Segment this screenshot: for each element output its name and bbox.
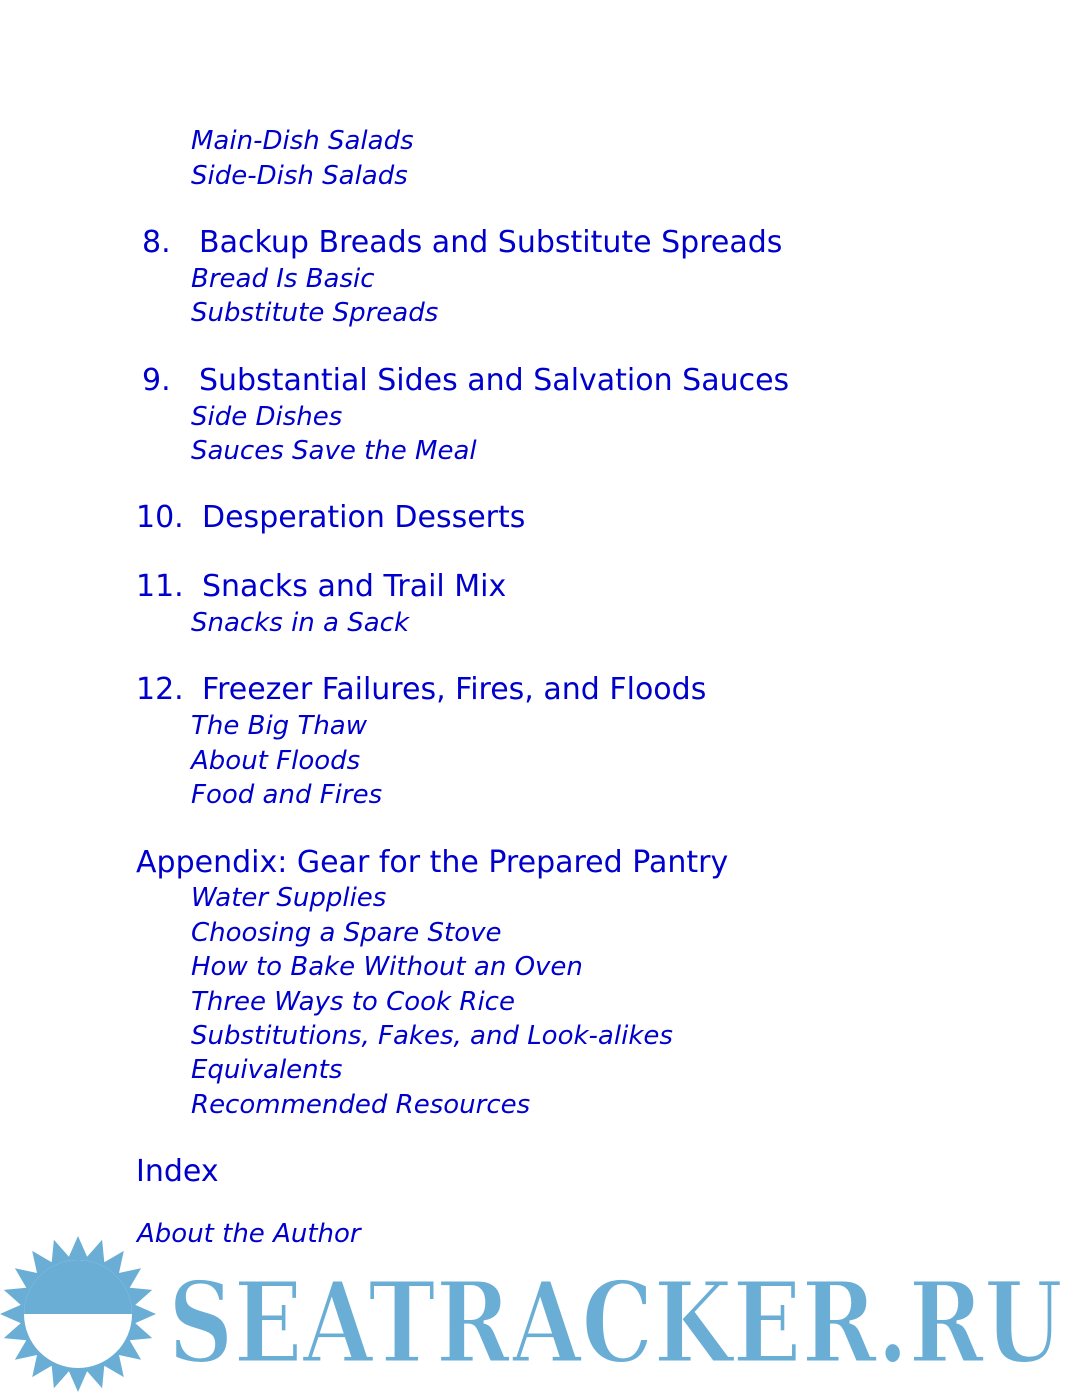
chapter-title: Backup Breads and Substitute Spreads bbox=[199, 225, 783, 260]
toc-subsection-water-supplies[interactable]: Water Supplies bbox=[191, 883, 387, 913]
toc-subsection-substitute-spreads[interactable]: Substitute Spreads bbox=[191, 298, 439, 328]
toc-subsection-snacks-in-a-sack[interactable]: Snacks in a Sack bbox=[191, 608, 410, 638]
watermark bbox=[0, 1232, 1080, 1397]
toc-subsection-bread-is-basic[interactable]: Bread Is Basic bbox=[191, 264, 375, 294]
chapter-number: 11. bbox=[136, 569, 184, 604]
chapter-number: 8. bbox=[142, 225, 171, 260]
sun-over-sea-icon bbox=[0, 1236, 156, 1392]
toc-subsection-cook-rice[interactable]: Three Ways to Cook Rice bbox=[191, 987, 515, 1017]
toc-subsection-sauces-save-the-meal[interactable]: Sauces Save the Meal bbox=[191, 436, 477, 466]
chapter-title: Substantial Sides and Salvation Sauces bbox=[199, 363, 790, 398]
toc-chapter-10[interactable] bbox=[136, 500, 525, 535]
toc-subsection-about-floods[interactable]: About Floods bbox=[191, 746, 361, 776]
chapter-number: 12. bbox=[136, 672, 184, 707]
toc-subsection-main-dish-salads[interactable]: Main-Dish Salads bbox=[191, 126, 414, 156]
chapter-number: 10. bbox=[136, 500, 184, 535]
toc-appendix[interactable]: Appendix: Gear for the Prepared Pantry bbox=[136, 845, 729, 880]
chapter-title: Snacks and Trail Mix bbox=[202, 569, 507, 604]
chapter-number: 9. bbox=[142, 363, 171, 398]
toc-subsection-recommended-resources[interactable]: Recommended Resources bbox=[191, 1090, 531, 1120]
toc-chapter-9[interactable] bbox=[142, 363, 789, 398]
toc-index[interactable]: Index bbox=[136, 1154, 219, 1189]
toc-subsection-side-dish-salads[interactable]: Side-Dish Salads bbox=[191, 161, 408, 191]
toc-chapter-8[interactable] bbox=[142, 225, 782, 260]
toc-about-the-author[interactable]: About the Author bbox=[137, 1219, 361, 1249]
chapter-title: Freezer Failures, Fires, and Floods bbox=[202, 672, 707, 707]
toc-subsection-the-big-thaw[interactable]: The Big Thaw bbox=[191, 711, 368, 741]
toc-subsection-food-and-fires[interactable]: Food and Fires bbox=[191, 780, 383, 810]
toc-subsection-substitutions[interactable]: Substitutions, Fakes, and Look-alikes bbox=[191, 1021, 673, 1051]
watermark-text: SEATRACKER.RU bbox=[168, 1258, 1063, 1389]
toc-subsection-side-dishes[interactable]: Side Dishes bbox=[191, 402, 343, 432]
toc-chapter-12[interactable] bbox=[136, 672, 706, 707]
chapter-title: Desperation Desserts bbox=[202, 500, 526, 535]
toc-subsection-bake-without-oven[interactable]: How to Bake Without an Oven bbox=[191, 952, 583, 982]
toc-subsection-equivalents[interactable]: Equivalents bbox=[191, 1055, 343, 1085]
toc-chapter-11[interactable] bbox=[136, 569, 506, 604]
toc-subsection-choosing-a-spare-stove[interactable]: Choosing a Spare Stove bbox=[191, 918, 502, 948]
